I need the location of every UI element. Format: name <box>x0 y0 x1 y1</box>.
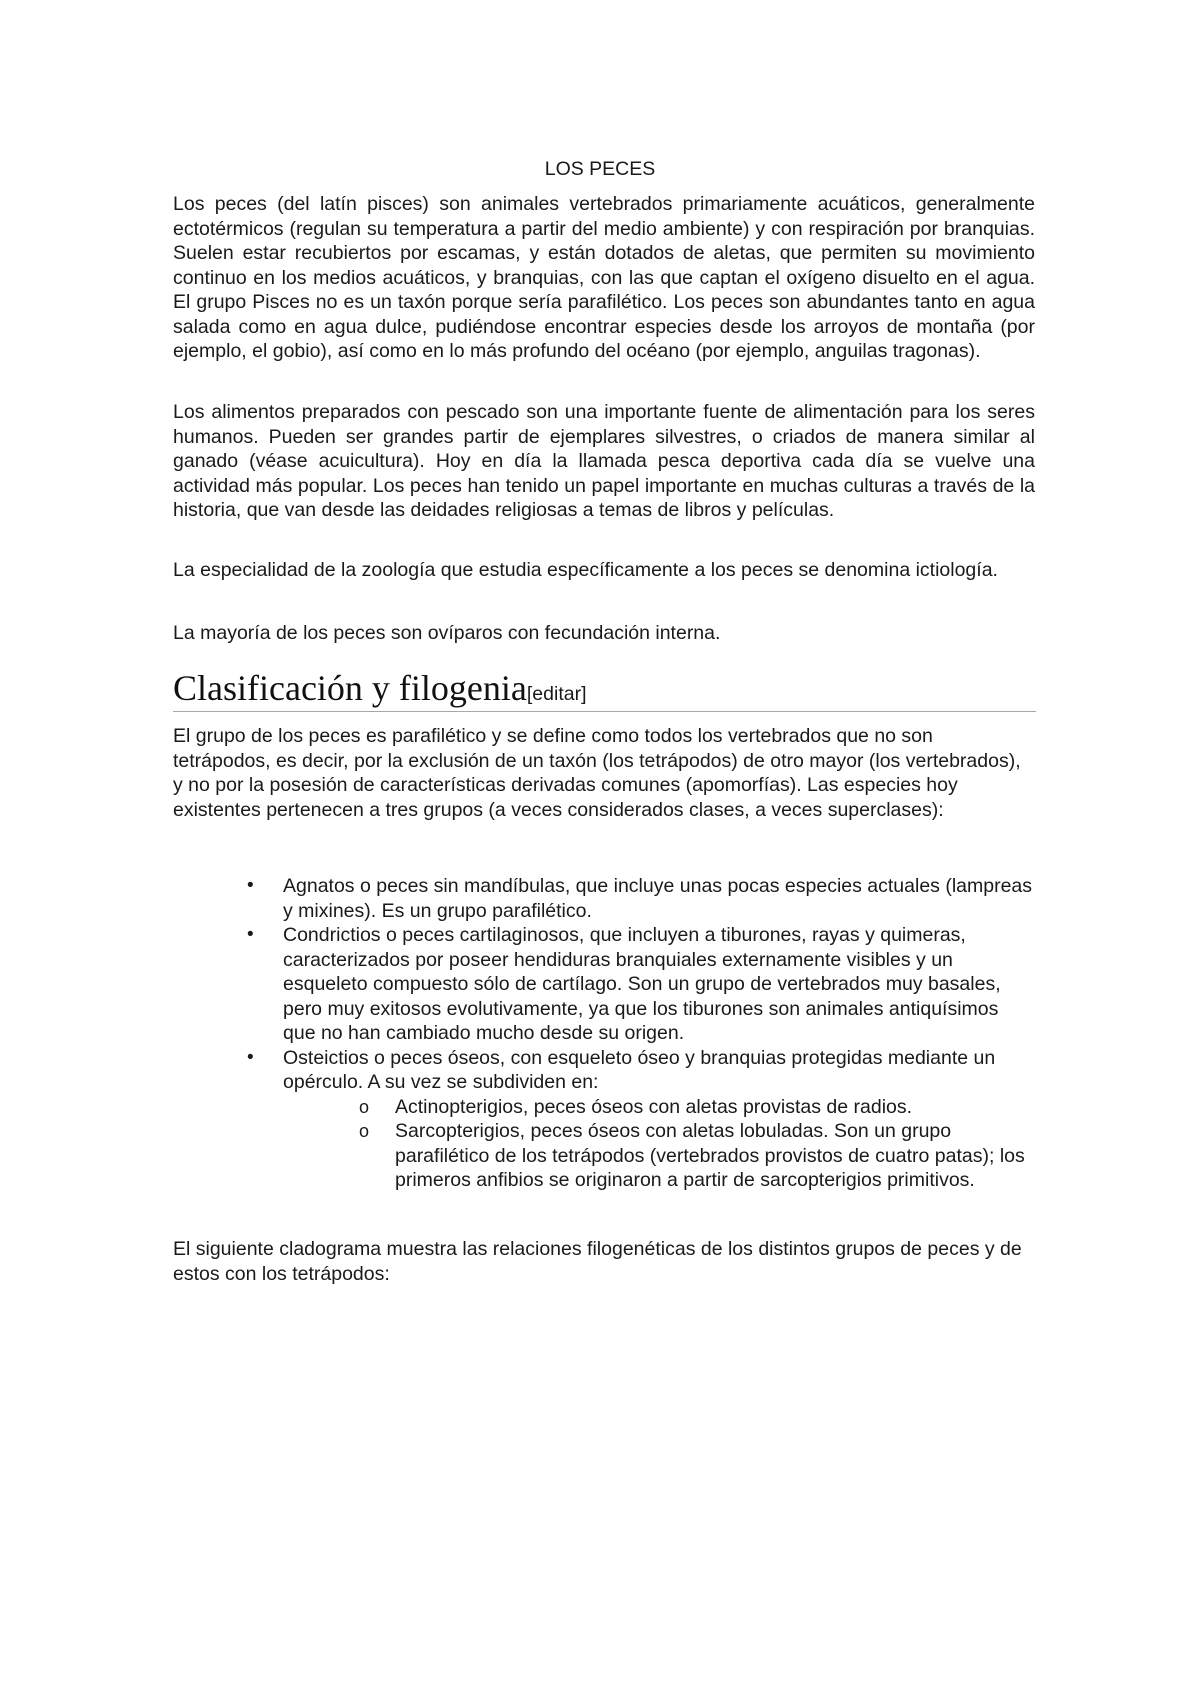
bullet-icon: • <box>247 924 254 945</box>
subgroup-text: Sarcopterigios, peces óseos con aletas lobuladas. Son un grupo parafilético de los tetrápodos (vertebrados provistos de cuatro patas); los primeros anfibios se originaron a partir de sarcopterigios primitivos. <box>395 1120 1025 1191</box>
list-item <box>173 874 1035 923</box>
intro-paragraph: La mayoría de los peces son ovíparos con fecundación interna. <box>173 622 721 644</box>
closing-paragraph-block <box>173 1237 1035 1286</box>
intro-paragraph-3-block <box>173 558 1035 583</box>
intro-paragraph-4-block <box>173 621 1035 646</box>
list-item <box>173 923 1035 1046</box>
bullet-icon: • <box>247 875 254 896</box>
sub-list-item <box>283 1119 1035 1193</box>
list-item <box>173 1046 1035 1193</box>
bullet-icon: • <box>247 1046 254 1068</box>
document-title: LOS PECES <box>544 158 656 180</box>
section-paragraph: El grupo de los peces es parafilético y se define como todos los vertebrados que no son tetrápodos, es decir, por la exclusión de un taxón (los tetrápodos) de otro mayor (los vertebrados), y no por la posesión de características derivadas comunes (apomorfías). Las especies hoy existentes pertenecen a tres grupos (a veces considerados clases, a veces superclases): <box>173 725 1021 821</box>
closing-paragraph: El siguiente cladograma muestra las relaciones filogenéticas de los distintos grupos de peces y de estos con los tetrápodos: <box>173 1238 1022 1285</box>
circle-bullet-icon: o <box>359 1096 370 1117</box>
intro-paragraph: Los alimentos preparados con pescado son una importante fuente de alimentación para los seres humanos. Pueden ser grandes partir de ejemplares silvestres, o criados de manera similar al ganado (véase acuicultura). Hoy en día la llamada pesca deportiva cada día se vuelve una actividad más popular. Los peces han tenido un papel importante en muchas culturas a través de la historia, que van desde las deidades religiosas a temas de libros y películas. <box>173 401 1035 521</box>
groups-list <box>173 874 1035 1193</box>
intro-paragraph: Los peces (del latín pisces) son animales vertebrados primariamente acuáticos, generalmente ectotérmicos (regulan su temperatura a partir del medio ambiente) y con respiración por branquias. Suelen estar recubiertos por escamas, y están dotados de aletas, que permiten su movimiento continuo en los medios acuáticos, y branquias, con las que captan el oxígeno disuelto en el agua. El grupo Pisces no es un taxón porque sería parafilético. Los peces son abundantes tanto en agua salada como en agua dulce, pudiéndose encontrar especies desde los arroyos de montaña (por ejemplo, el gobio), así como en lo más profundo del océano (por ejemplo, anguilas tragonas). <box>173 193 1035 362</box>
intro-paragraph: La especialidad de la zoología que estudia específicamente a los peces se denomina ictiología. <box>173 559 998 581</box>
group-text: Condrictios o peces cartilaginosos, que incluyen a tiburones, rayas y quimeras, caracterizados por poseer hendiduras branquiales externamente visibles y un esqueleto compuesto sólo de cartílago. Son un grupo de vertebrados muy basales, pero muy exitosos evolutivamente, ya que los tiburones son animales antiquísimos que no han cambiado mucho desde su origen. <box>283 924 1001 1044</box>
circle-bullet-icon: o <box>359 1121 370 1141</box>
group-text: Agnatos o peces sin mandíbulas, que incluye unas pocas especies actuales (lampreas y mixines). Es un grupo parafilético. <box>283 875 1033 922</box>
intro-paragraph-2-block <box>173 400 1035 523</box>
intro-paragraph-1-block <box>173 192 1035 364</box>
sub-list-item <box>283 1095 1035 1120</box>
section-paragraph-block <box>173 724 1035 822</box>
section-heading-container <box>173 666 1036 712</box>
subgroups-list <box>283 1095 1035 1193</box>
subgroup-text: Actinopterigios, peces óseos con aletas provistas de radios. <box>395 1095 913 1118</box>
group-text: Osteictios o peces óseos, con esqueleto óseo y branquias protegidas mediante un opérculo. A su vez se subdividen en: <box>283 1046 996 1093</box>
section-heading: Clasificación y filogenia <box>173 668 527 708</box>
edit-link[interactable]: [editar] <box>526 683 587 705</box>
